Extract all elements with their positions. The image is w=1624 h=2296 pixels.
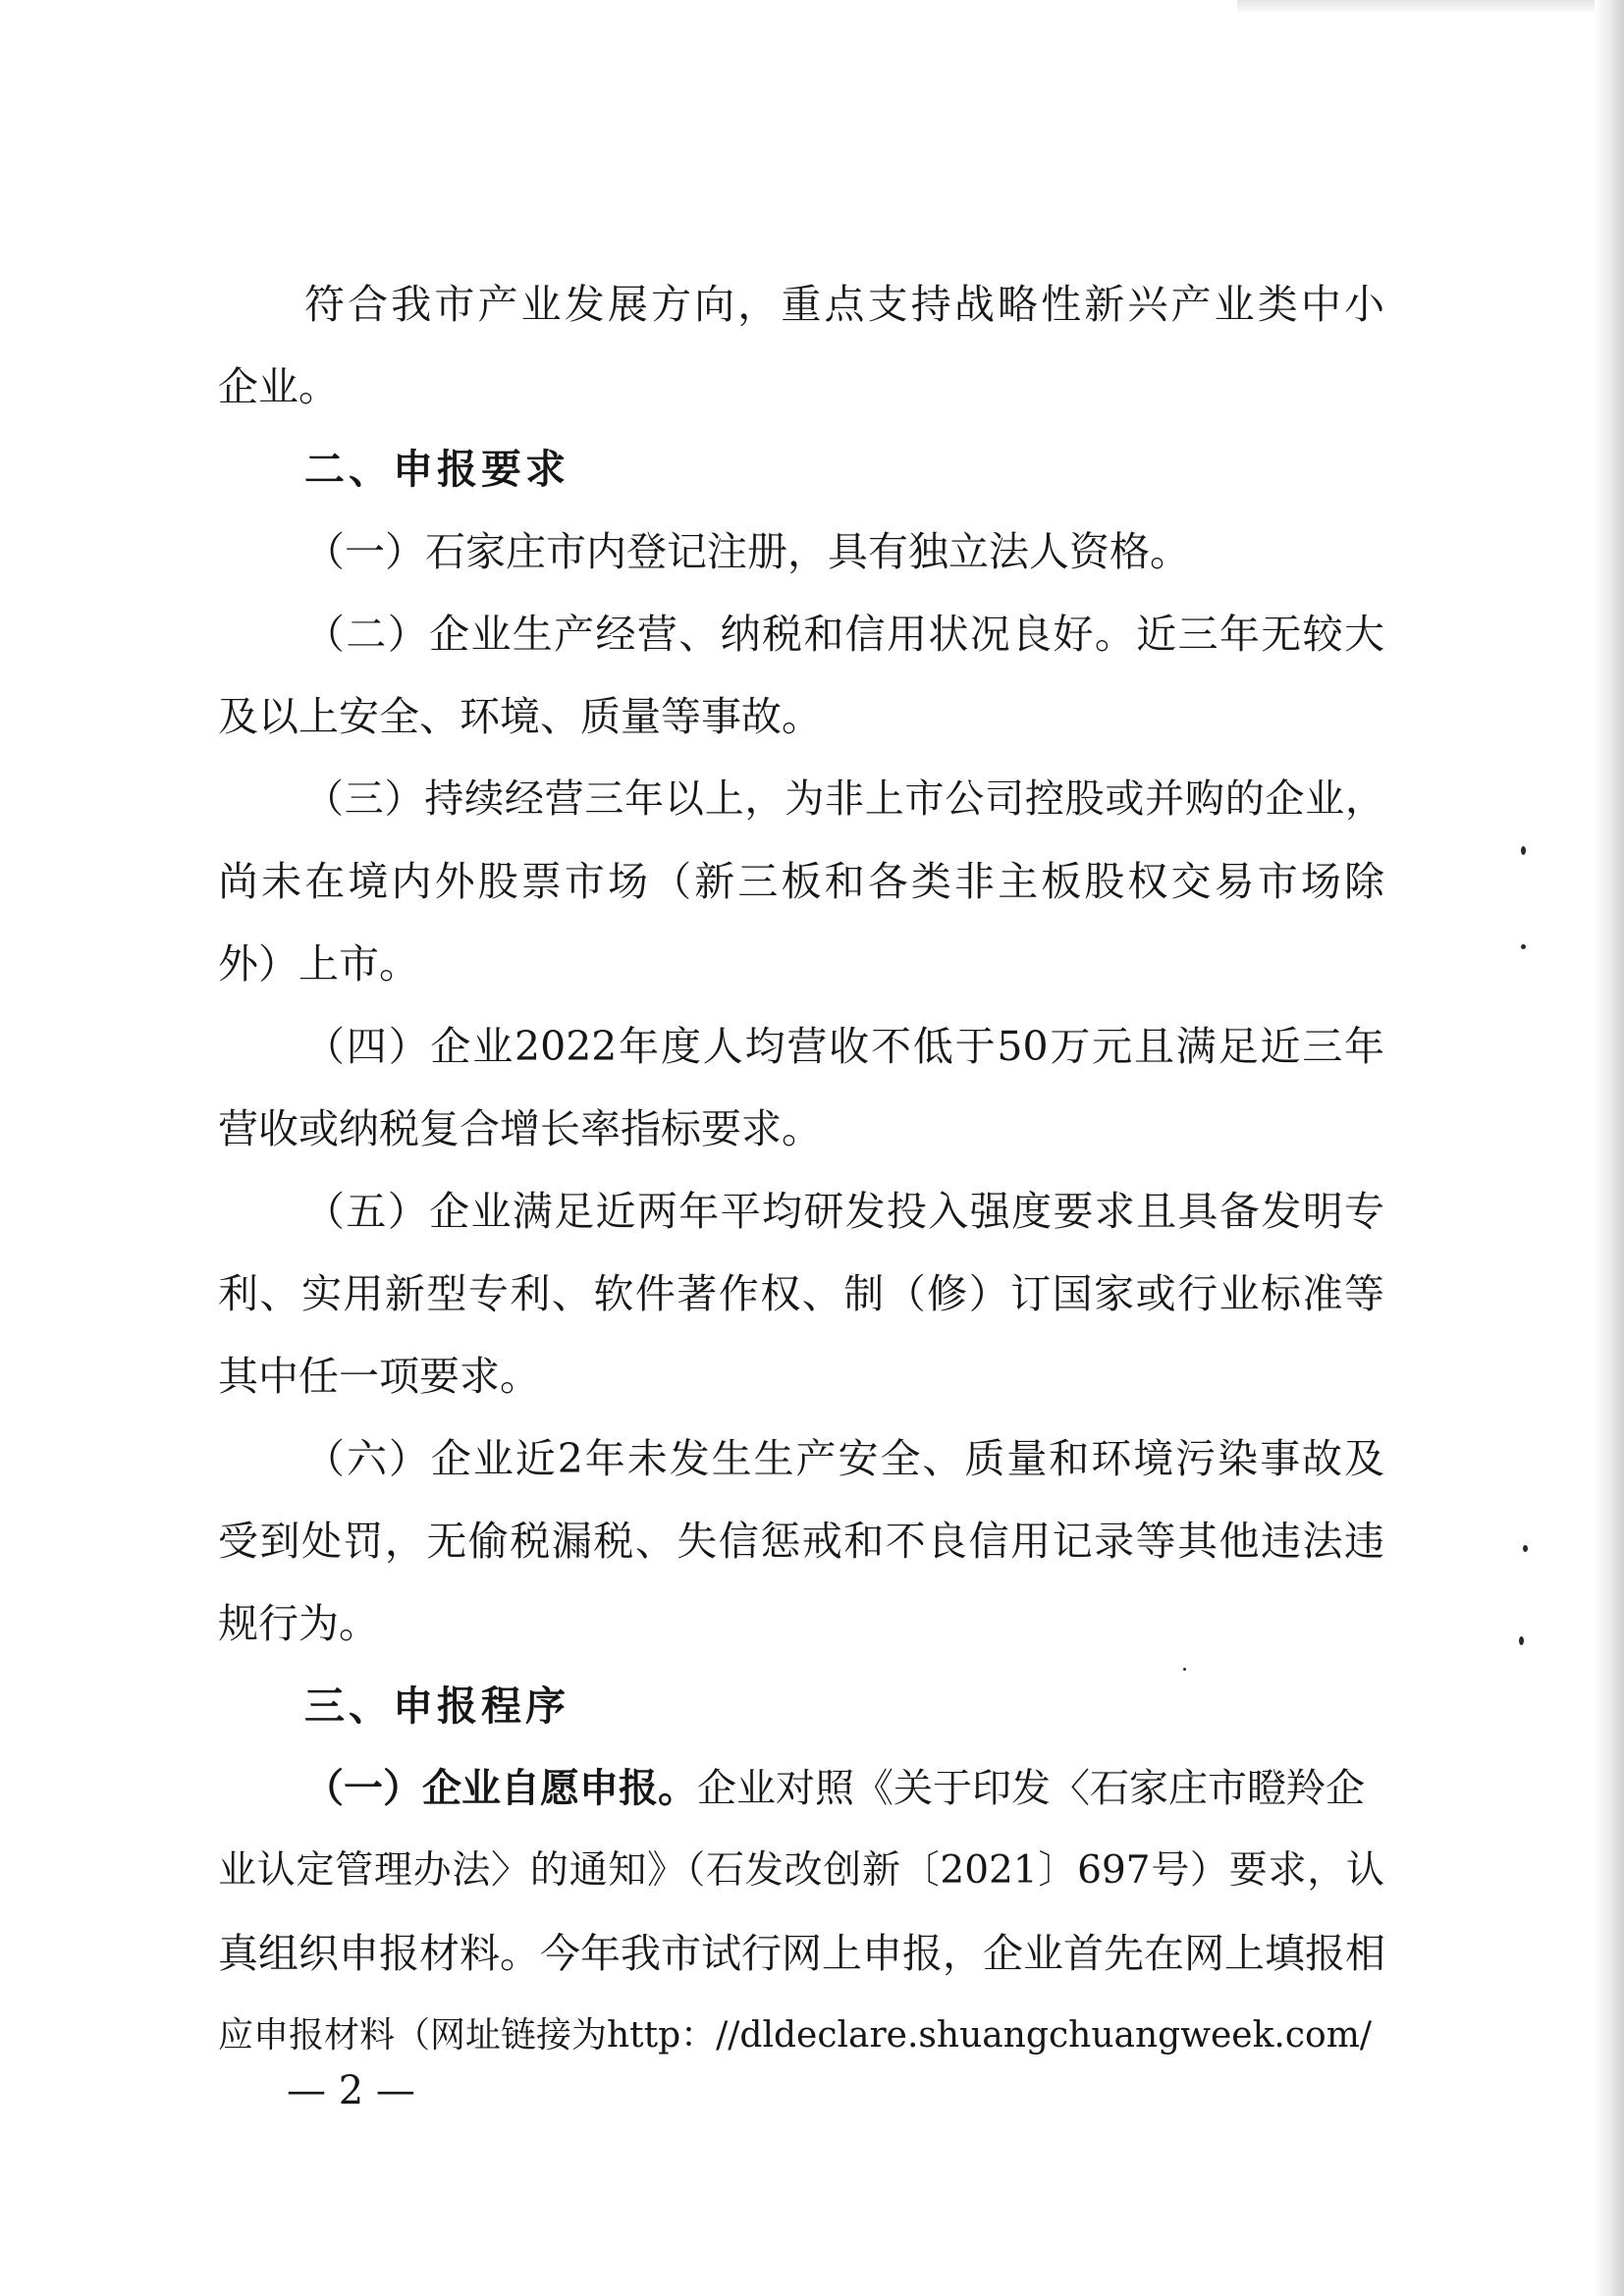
scan-speck (1519, 1636, 1524, 1645)
body-line: （六）企业近2年未发生生产安全、质量和环境污染事故及 (304, 1435, 1384, 1482)
document-body (218, 263, 1384, 2077)
scan-speck (1521, 846, 1526, 855)
page-number: — 2 — (287, 2068, 415, 2113)
body-line: （五）企业满足近两年平均研发投入强度要求且具备发明专 (304, 1188, 1384, 1235)
body-line: 外）上市。 (218, 940, 419, 988)
scan-top-shadow (1237, 0, 1624, 14)
scan-speck (1523, 1545, 1528, 1552)
body-line: （三）持续经营三年以上，为非上市公司控股或并购的企业， (304, 776, 1384, 822)
body-line: 企业。 (218, 363, 339, 410)
body-line: 尚未在境内外股票市场（新三板和各类非主板股权交易市场除 (218, 858, 1384, 905)
body-line: 及以上安全、环境、质量等事故。 (218, 693, 822, 740)
section-heading: 三、申报程序 (304, 1682, 569, 1730)
body-line: 受到处罚，无偷税漏税、失信惩戒和不良信用记录等其他违法违 (218, 1518, 1384, 1565)
body-line: 应申报材料（网址链接为http：//dldeclare.shuangchuangweek.com/ (218, 2015, 1372, 2056)
body-line: 规行为。 (218, 1600, 379, 1647)
item-lead: （一）企业自愿申报。 (304, 1766, 697, 1811)
body-line: 其中任一项要求。 (218, 1353, 540, 1400)
body-line: （一）石家庄市内登记注册，具有独立法人资格。 (304, 528, 1190, 575)
body-line: 业认定管理办法〉的通知》（石发改创新〔2021〕697号）要求，认 (218, 1848, 1384, 1893)
scan-right-edge (1595, 0, 1624, 2296)
body-line: （四）企业2022年度人均营收不低于50万元且满足近三年 (304, 1023, 1384, 1070)
body-line: （二）企业生产经营、纳税和信用状况良好。近三年无较大 (304, 611, 1384, 658)
body-line: 利、实用新型专利、软件著作权、制（修）订国家或行业标准等 (218, 1270, 1384, 1317)
item-text: 企业对照《关于印发〈石家庄市瞪羚企 (697, 1766, 1365, 1811)
body-line: 符合我市产业发展方向，重点支持战略性新兴产业类中小 (304, 281, 1384, 328)
body-line: 真组织申报材料。今年我市试行网上申报，企业首先在网上填报相 (218, 1930, 1385, 1977)
body-line (218, 1747, 1384, 1830)
section-heading: 二、申报要求 (304, 446, 569, 493)
scan-speck (1521, 944, 1526, 949)
body-line: 营收或纳税复合增长率指标要求。 (218, 1105, 822, 1152)
